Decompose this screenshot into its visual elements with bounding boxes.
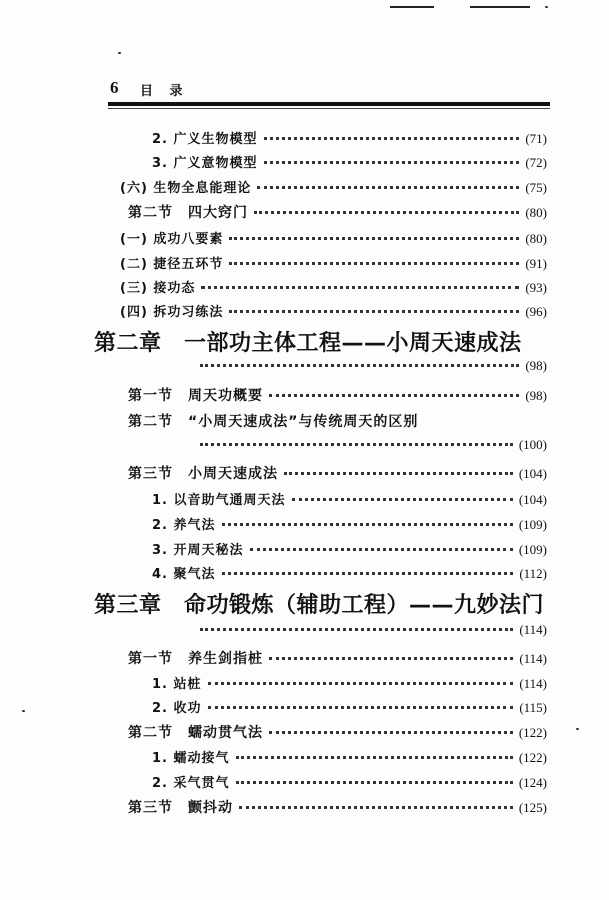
toc-entry-title: 2. 养气法 [152,518,216,533]
toc-leader [200,363,519,367]
toc-entry-page: (91) [525,256,547,271]
toc-entry-title: 2. 广义生物模型 [152,132,258,147]
toc-entry[interactable] [152,673,547,692]
toc-leader [236,780,513,784]
toc-entry-page: (122) [518,750,547,765]
toc-entry-page: (114) [519,651,547,666]
toc-leader [269,393,519,397]
toc-entry[interactable] [152,747,547,766]
toc-entry-page: (80) [525,205,547,220]
toc-leader [292,497,513,501]
toc-leader [222,571,514,575]
toc-entry[interactable] [120,301,547,320]
toc-leader [200,627,513,631]
chapter-title[interactable]: 第二章 一部功主体工程——小周天速成法 [94,331,522,356]
toc-entry[interactable] [120,177,547,196]
toc-entry-page: (114) [519,622,547,637]
scan-mark [390,6,434,8]
toc-entry[interactable] [120,277,547,296]
toc-entry-page: (104) [518,466,547,481]
scan-speck [22,710,25,712]
toc-entry-page: (98) [525,358,547,373]
toc-leader [264,160,520,164]
toc-entry[interactable] [152,489,547,508]
toc-entry[interactable] [152,697,547,716]
toc-leader [208,681,514,685]
toc-entry-page: (124) [518,775,547,790]
toc-entry[interactable] [128,202,547,222]
scan-mark [470,6,530,8]
toc-entry[interactable] [128,797,547,817]
header-rule [108,102,550,106]
toc-entry-title: 4. 聚气法 [152,567,216,582]
toc-leader [200,442,513,446]
toc-entry-title: 1. 蠕动接气 [152,751,230,766]
page-label: 目 录 [140,84,189,99]
toc-entry[interactable] [152,563,547,582]
toc-entry-page: (125) [518,800,547,815]
toc-entry[interactable] [120,228,547,247]
toc-leader [229,261,519,265]
toc-leader [201,285,519,289]
toc-entry[interactable] [120,253,547,272]
toc-entry-title: (二) 捷径五环节 [120,257,224,272]
toc-entry [200,437,547,453]
toc-entry-page: (104) [518,492,547,507]
toc-entry-title: 第一节 养生剑指桩 [128,651,263,667]
toc-entry-title: 3. 开周天秘法 [152,543,244,558]
toc-leader [269,730,513,734]
toc-entry-page: (72) [525,155,547,170]
toc-leader [250,547,513,551]
header-rule-thin [108,108,550,109]
toc-entry-page: (109) [518,517,547,532]
toc-entry-title: 第一节 周天功概要 [128,388,263,404]
toc-entry-title: 第三节 小周天速成法 [128,466,278,482]
toc-entry-page: (71) [525,131,547,146]
scan-speck [118,52,121,54]
toc-entry-title: (一) 成功八要素 [120,232,224,247]
chapter-title[interactable]: 第三章 命功锻炼（辅助工程）——九妙法门 [94,593,545,618]
toc-entry-title: 3. 广义意物模型 [152,156,258,171]
toc-entry-title: 2. 采气贯气 [152,776,230,791]
toc-entry-title: 第二节 蠕动贯气法 [128,725,263,741]
toc-entry[interactable] [152,514,547,533]
toc-entry-page: (75) [525,180,547,195]
toc-entry[interactable] [128,385,547,405]
toc-leader [239,805,513,809]
toc-entry-title: (六) 生物全息能理论 [120,181,252,196]
toc-leader [229,236,519,240]
toc-entry-title: (三) 接功态 [120,281,196,296]
toc-leader [208,705,514,709]
toc-entry-page: (115) [519,700,547,715]
toc-entry[interactable] [152,152,547,171]
toc-entry-page: (100) [518,437,547,452]
toc-entry[interactable] [128,463,547,483]
toc-entry [200,358,547,374]
toc-leader [269,656,513,660]
toc-entry-page: (96) [525,304,547,319]
toc-leader [236,755,513,759]
toc-entry-page: (93) [525,280,547,295]
toc-leader [257,185,519,189]
toc-entry [200,622,547,638]
page-number: 6 [110,78,119,97]
toc-leader [284,471,513,475]
toc-leader [222,522,513,526]
toc-entry-title: 2. 收功 [152,701,202,716]
toc-entry-title: 1. 以音助气通周天法 [152,493,286,508]
toc-leader [229,309,519,313]
scan-speck [576,728,579,730]
toc-entry[interactable] [128,722,547,742]
toc-entry-page: (98) [525,388,547,403]
toc-entry-page: (114) [519,676,547,691]
toc-entry-page: (112) [519,566,547,581]
toc-entry-title: (四) 拆功习练法 [120,305,224,320]
toc-entry-page: (109) [518,542,547,557]
toc-entry[interactable] [152,539,547,558]
toc-entry-page: (122) [518,725,547,740]
toc-entry[interactable] [152,772,547,791]
toc-leader [254,210,519,214]
toc-entry[interactable] [128,648,547,668]
toc-entry-title: 第二节 四大窍门 [128,205,248,221]
toc-entry-page: (80) [525,231,547,246]
toc-entry-title[interactable]: 第二节 “小周天速成法”与传统周天的区别 [128,414,419,430]
toc-entry-title: 第三节 颤抖动 [128,800,233,816]
toc-entry[interactable] [152,128,547,147]
scan-speck [545,6,548,8]
toc-entry-title: 1. 站桩 [152,677,202,692]
toc-leader [264,136,520,140]
